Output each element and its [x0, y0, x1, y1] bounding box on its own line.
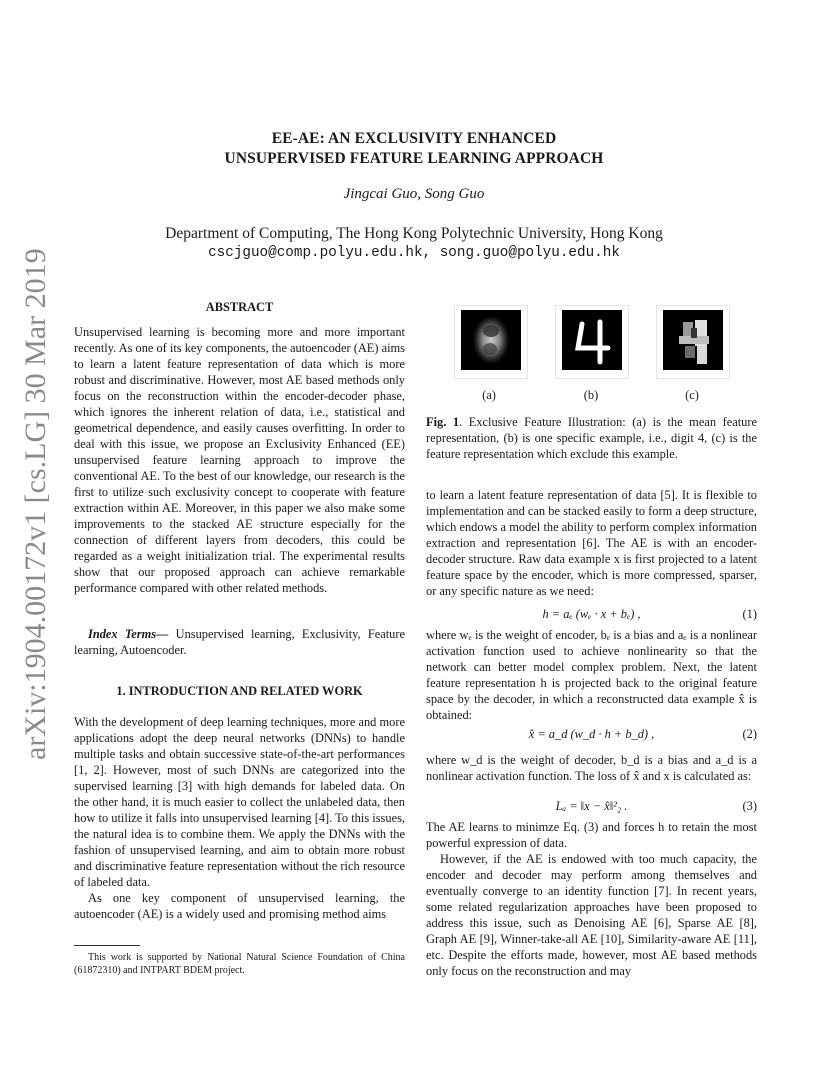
affiliation: Department of Computing, The Hong Kong Polytechnic University, Hong Kong [165, 225, 663, 242]
equation-3-formula: Lₐ = ‖x − x̂‖²₂ . [555, 799, 628, 813]
index-terms-label: Index Terms— [88, 627, 169, 641]
index-terms [74, 626, 405, 658]
exclusive-feature-image [657, 306, 729, 378]
equation-3-number: (3) [742, 799, 757, 813]
right-paragraph-3 [426, 752, 757, 784]
paper-title [0, 129, 828, 169]
figure-caption-text: . Exclusive Feature Illustration: (a) is the mean feature representation, (b) is one specific example, i.e., digit 4, (c) is the feature representation which exclude this example. [426, 415, 757, 461]
equation-1-number: (1) [742, 607, 757, 621]
equation-1-formula: h = aₑ (wₑ · x + bₑ) , [542, 607, 641, 621]
title-line-1: EE-AE: AN EXCLUSIVITY ENHANCED [271, 130, 557, 147]
right-paragraph-4-text: The AE learns to minimze Eq. (3) and forces h to retain the most powerful expression of data. [426, 820, 757, 850]
figure-label-c: (c) [685, 388, 699, 402]
digit-four-image [556, 306, 628, 378]
right-paragraph-3-text: where w_d is the weight of decoder, b_d is a bias and a_d is a nonlinear activation function. The loss of x̂ and x is calculated as: [426, 753, 757, 783]
emails: cscjguo@comp.polyu.edu.hk, song.guo@polyu.edu.hk [208, 245, 620, 261]
figure-1c-exclusive-feature [656, 305, 730, 379]
footnote [74, 951, 405, 977]
right-paragraph-5-text: However, if the AE is endowed with too much capacity, the encoder and decoder may perform among themselves and eventually converge to an identity function [7]. In recent years, some related regularization approaches have been proposed to address this issue, such as Denoising AE [6], Sparse AE [8], Graph AE [9], Winner-take-all AE [10], Similarity-aware AE [11], etc. Despite the efforts made, however, most AE based methods only focus on the reconstruction and may [426, 852, 757, 978]
abstract-heading: ABSTRACT [205, 300, 274, 314]
mean-digit-image [455, 306, 527, 378]
title-line-2: UNSUPERVISED FEATURE LEARNING APPROACH [224, 150, 604, 167]
equation-2-number: (2) [742, 727, 757, 741]
right-paragraph-1-text: to learn a latent feature representation of data [5]. It is flexible to implementation and can be stacked easily to form a deep structure, which endows a model the ability to perform complex information extraction and representation [6]. The AE is with an encoder-decoder structure. Raw data example x is first projected to a latent feature space by the encoder, which is more compressed, sparser, or any specific nature as we need: [426, 488, 757, 598]
authors: Jingcai Guo, Song Guo [343, 186, 485, 202]
equation-1 [426, 606, 757, 622]
right-paragraph-2-text: where wₑ is the weight of encoder, bₑ is a bias and aₑ is a nonlinear activation function used to achieve nonlinearity so that the network can better model complex problem. Next, the latent feature representation h is projected back to the original feature space by the decoder, in which a reconstructed data example x̂ is obtained: [426, 628, 757, 722]
figure-1b-example-digit [555, 305, 629, 379]
equation-2-formula: x̂ = a_d (w_d · h + b_d) , [528, 727, 655, 741]
right-paragraph-2 [426, 627, 757, 723]
equation-3 [426, 798, 757, 814]
section-1-paragraph-1: With the development of deep learning techniques, more and more applications adopt the deep neural networks (DNNs) to handle multiple tasks and obtain successive state-of-the-art performances [1, 2]. However, most of such DNNs are categorized into the supervised learning [3] with high demands for labeled data. On the other hand, it is much easier to collect the unlabeled data, then how to utilize it falls into unsupervised learning [4]. To this issues, the natural idea is to combine them. We apply the DNNs with the fashion of unsupervised learning, and aim to obtain more robust and discriminative feature representation without the rich resource of labeled data. [74, 715, 405, 889]
figure-caption-label: Fig. 1 [426, 415, 460, 429]
figure-1-caption [426, 414, 757, 462]
right-paragraph-4 [426, 819, 757, 979]
index-terms-text: Unsupervised learning, Exclusivity, Feature learning, Autoencoder. [74, 627, 405, 657]
abstract-body [74, 324, 405, 596]
figure-1a-mean-feature [454, 305, 528, 379]
equation-2 [426, 726, 757, 742]
footnote-text: This work is supported by National Natural Science Foundation of China (61872310) and INTPART BDEM project. [74, 952, 405, 976]
section-1-heading: 1. INTRODUCTION AND RELATED WORK [116, 684, 363, 698]
footnote-rule [74, 945, 140, 946]
abstract-text: Unsupervised learning is becoming more and more important recently. As one of its key components, the autoencoder (AE) aims to learn a latent feature representation of data which is more robust and discriminative. However, most AE based methods only focus on the reconstruction within the encoder-decoder phase, which ignores the inherent relation of data, i.e., statistical and geometrical dependence, and easily causes overfitting. In order to deal with this issue, we propose an Exclusivity Enhanced (EE) unsupervised feature learning approach to improve the conventional AE. To the best of our knowledge, our research is the first to utilize such exclusivity concept to cooperate with feature extraction within AE. Moreover, in this paper we also make some improvements to the stacked AE structure especially for the connection of different layers from decoders, this could be regarded as a weight initialization trial. The experimental results show that our proposed approach can achieve remarkable performance compared with other related methods. [74, 325, 405, 595]
figure-label-a: (a) [482, 388, 496, 402]
arxiv-stamp: arXiv:1904.00172v1 [cs.LG] 30 Mar 2019 [19, 248, 52, 760]
figure-label-b: (b) [583, 388, 599, 402]
section-1-body [74, 714, 405, 922]
section-1-paragraph-2: As one key component of unsupervised learning, the autoencoder (AE) is a widely used and promising method aims [74, 891, 405, 921]
right-paragraph-1 [426, 487, 757, 599]
